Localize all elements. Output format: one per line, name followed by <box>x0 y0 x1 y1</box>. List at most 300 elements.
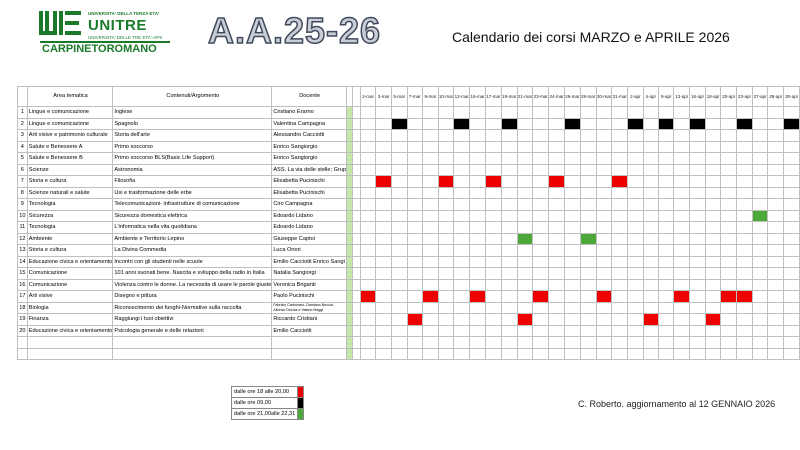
course-number: 12 <box>18 233 28 245</box>
lesson-mark-black <box>501 118 517 130</box>
calendar-cell <box>549 107 565 119</box>
calendar-cell <box>737 210 753 222</box>
course-docente: Cristiano Erarno <box>272 107 347 119</box>
calendar-cell <box>721 302 737 314</box>
legend-row <box>232 409 304 420</box>
calendar-cell <box>628 233 643 245</box>
course-row <box>18 187 800 199</box>
calendar-cell <box>549 130 565 142</box>
calendar-cell <box>674 245 690 257</box>
calendar-cell <box>596 141 612 153</box>
calendar-cell <box>674 279 690 291</box>
course-docente: Fabrizio Carbonaro- Damiano Neccia- Alfonso Decola e Valerio Maggi <box>272 302 347 314</box>
calendar-cell <box>643 130 658 142</box>
calendar-cell <box>721 210 737 222</box>
calendar-cell <box>768 245 784 257</box>
calendar-cell <box>376 256 392 268</box>
blank-cell <box>501 337 517 349</box>
calendar-cell <box>721 187 737 199</box>
calendar-cell <box>752 141 768 153</box>
blank-cell <box>533 348 549 360</box>
course-number: 11 <box>18 222 28 234</box>
calendar-cell <box>705 153 721 165</box>
calendar-cell <box>752 268 768 280</box>
calendar-cell <box>376 187 392 199</box>
calendar-cell <box>391 130 407 142</box>
blank-cell <box>628 337 643 349</box>
calendar-cell <box>517 118 533 130</box>
calendar-cell <box>454 302 470 314</box>
course-number: 10 <box>18 210 28 222</box>
calendar-cell <box>643 141 658 153</box>
calendar-cell <box>580 302 596 314</box>
calendar-cell <box>423 210 439 222</box>
update-note: C. Roberto. aggiornamento al 12 GENNAIO 2026 <box>578 399 776 409</box>
calendar-cell <box>768 268 784 280</box>
calendar-cell <box>690 291 706 303</box>
legend-row <box>232 398 304 409</box>
calendar-cell <box>407 279 423 291</box>
calendar-cell <box>501 153 517 165</box>
calendar-cell <box>690 302 706 314</box>
calendar-cell <box>360 245 376 257</box>
calendar-cell <box>612 118 628 130</box>
calendar-cell <box>517 176 533 188</box>
calendar-cell <box>628 222 643 234</box>
course-number: 7 <box>18 176 28 188</box>
calendar-cell <box>705 176 721 188</box>
calendar-cell <box>643 245 658 257</box>
calendar-cell <box>737 302 753 314</box>
calendar-cell <box>533 245 549 257</box>
lesson-mark-black <box>784 118 800 130</box>
calendar-cell <box>517 268 533 280</box>
calendar-cell <box>737 256 753 268</box>
lesson-mark-green <box>580 233 596 245</box>
course-area: Scienze <box>27 164 113 176</box>
calendar-cell <box>486 222 502 234</box>
calendar-cell <box>690 233 706 245</box>
calendar-cell <box>407 210 423 222</box>
calendar-cell <box>549 199 565 211</box>
blank-cell <box>486 348 502 360</box>
calendar-cell <box>454 187 470 199</box>
calendar-cell <box>360 164 376 176</box>
calendar-cell <box>784 291 800 303</box>
calendar-cell <box>768 130 784 142</box>
calendar-cell <box>784 199 800 211</box>
calendar-cell <box>391 164 407 176</box>
calendar-cell <box>705 233 721 245</box>
calendar-cell <box>643 107 658 119</box>
date-header: 31-mar <box>612 87 628 107</box>
calendar-cell <box>768 325 784 337</box>
calendar-cell <box>454 222 470 234</box>
date-header: 9-mar <box>423 87 439 107</box>
blank-cell <box>674 337 690 349</box>
calendar-cell <box>564 141 580 153</box>
calendar-cell <box>501 314 517 326</box>
calendar-cell <box>486 233 502 245</box>
calendar-cell <box>596 302 612 314</box>
calendar-cell <box>784 222 800 234</box>
calendar-cell <box>737 199 753 211</box>
blank-cell <box>705 348 721 360</box>
date-header: 17-mar <box>486 87 502 107</box>
course-row <box>18 233 800 245</box>
calendar-cell <box>580 291 596 303</box>
spacer-cell <box>352 302 360 314</box>
calendar-cell <box>690 164 706 176</box>
calendar-cell <box>752 245 768 257</box>
calendar-cell <box>564 210 580 222</box>
course-docente: Edoardo Lidano <box>272 210 347 222</box>
calendar-cell <box>721 141 737 153</box>
calendar-cell <box>674 176 690 188</box>
calendar-cell <box>376 279 392 291</box>
calendar-cell <box>580 210 596 222</box>
blank-cell <box>407 337 423 349</box>
calendar-cell <box>784 314 800 326</box>
spacer-cell <box>352 187 360 199</box>
calendar-cell <box>564 199 580 211</box>
course-row <box>18 256 800 268</box>
date-header: 28-apr <box>768 87 784 107</box>
lesson-mark-black <box>690 118 706 130</box>
calendar-cell <box>407 256 423 268</box>
blank-cell <box>272 348 347 360</box>
calendar-cell <box>643 325 658 337</box>
calendar-cell <box>564 256 580 268</box>
calendar-cell <box>407 130 423 142</box>
date-header: 28-mar <box>580 87 596 107</box>
calendar-cell <box>533 233 549 245</box>
calendar-cell <box>438 153 454 165</box>
blank-cell <box>376 337 392 349</box>
calendar-cell <box>784 268 800 280</box>
calendar-cell <box>564 130 580 142</box>
calendar-cell <box>376 153 392 165</box>
calendar-cell <box>486 268 502 280</box>
calendar-cell <box>612 302 628 314</box>
lesson-mark-red <box>423 291 439 303</box>
calendar-cell <box>438 222 454 234</box>
calendar-cell <box>438 141 454 153</box>
calendar-cell <box>533 279 549 291</box>
course-row <box>18 302 800 314</box>
lesson-mark-black <box>628 118 643 130</box>
calendar-cell <box>501 325 517 337</box>
calendar-cell <box>549 256 565 268</box>
calendar-cell <box>517 279 533 291</box>
calendar-cell <box>768 176 784 188</box>
course-number: 16 <box>18 279 28 291</box>
blank-cell <box>721 337 737 349</box>
course-area: Comunicazione <box>27 268 113 280</box>
calendar-cell <box>721 130 737 142</box>
course-row <box>18 245 800 257</box>
blank-row <box>18 348 800 360</box>
calendar-cell <box>360 187 376 199</box>
calendar-cell <box>643 153 658 165</box>
calendar-cell <box>643 164 658 176</box>
calendar-cell <box>360 302 376 314</box>
course-number: 9 <box>18 199 28 211</box>
course-row <box>18 107 800 119</box>
calendar-cell <box>454 256 470 268</box>
calendar-cell <box>549 164 565 176</box>
calendar-cell <box>612 107 628 119</box>
calendar-cell <box>737 222 753 234</box>
course-docente: Giuseppe Captoi <box>272 233 347 245</box>
calendar-cell <box>470 314 486 326</box>
calendar-cell <box>721 164 737 176</box>
calendar-cell <box>596 279 612 291</box>
calendar-cell <box>784 107 800 119</box>
calendar-cell <box>376 245 392 257</box>
blank-cell <box>470 337 486 349</box>
calendar-cell <box>580 107 596 119</box>
calendar-cell <box>721 268 737 280</box>
date-header: 30-mar <box>596 87 612 107</box>
calendar-cell <box>659 291 674 303</box>
course-contenuti: Raggiungi i tuoi obiettivi <box>113 314 272 326</box>
calendar-cell <box>612 187 628 199</box>
calendar-cell <box>391 325 407 337</box>
blank-cell <box>549 348 565 360</box>
unitre-logo <box>38 10 178 58</box>
course-row <box>18 199 800 211</box>
course-row <box>18 268 800 280</box>
calendar-cell <box>423 245 439 257</box>
course-docente: Paolo Pucinischi <box>272 291 347 303</box>
calendar-cell <box>376 107 392 119</box>
calendar-cell <box>454 291 470 303</box>
calendar-cell <box>407 118 423 130</box>
calendar-cell <box>580 279 596 291</box>
calendar-cell <box>423 130 439 142</box>
calendar-cell <box>391 222 407 234</box>
calendar-cell <box>376 141 392 153</box>
time-legend <box>231 386 304 420</box>
calendar-cell <box>784 302 800 314</box>
course-number: 20 <box>18 325 28 337</box>
calendar-cell <box>423 199 439 211</box>
calendar-cell <box>705 268 721 280</box>
calendar-cell <box>376 118 392 130</box>
course-docente: Luca Onori <box>272 245 347 257</box>
calendar-cell <box>580 314 596 326</box>
calendar-cell <box>643 210 658 222</box>
calendar-cell <box>517 199 533 211</box>
calendar-cell <box>549 291 565 303</box>
calendar-cell <box>423 176 439 188</box>
legend-label: dalle ore 21,00alle 22,31 <box>232 409 298 420</box>
calendar-cell <box>470 153 486 165</box>
calendar-cell <box>501 176 517 188</box>
course-area: Arti visive <box>27 291 113 303</box>
blank-cell <box>612 348 628 360</box>
course-area: Educazione civica e orientamento <box>27 325 113 337</box>
blank-cell <box>643 348 658 360</box>
spacer-cell <box>352 107 360 119</box>
calendar-cell <box>580 245 596 257</box>
lesson-mark-red <box>486 176 502 188</box>
calendar-cell <box>486 291 502 303</box>
calendar-cell <box>486 325 502 337</box>
calendar-cell <box>376 233 392 245</box>
blank-cell <box>454 348 470 360</box>
calendar-cell <box>517 130 533 142</box>
calendar-cell <box>438 118 454 130</box>
calendar-cell <box>376 291 392 303</box>
course-row <box>18 153 800 165</box>
blank-cell <box>612 337 628 349</box>
calendar-cell <box>628 164 643 176</box>
calendar-cell <box>596 210 612 222</box>
date-header: 27-apr <box>752 87 768 107</box>
calendar-cell <box>549 279 565 291</box>
spacer-cell <box>352 153 360 165</box>
calendar-cell <box>470 118 486 130</box>
date-header: 13-apr <box>674 87 690 107</box>
spacer-cell <box>352 291 360 303</box>
calendar-cell <box>784 279 800 291</box>
calendar-cell <box>454 176 470 188</box>
lesson-mark-red <box>549 176 565 188</box>
calendar-cell <box>752 199 768 211</box>
legend-swatch-green <box>298 409 304 420</box>
course-docente: Enrico Sangiorgio <box>272 141 347 153</box>
calendar-cell <box>596 187 612 199</box>
calendar-cell <box>360 222 376 234</box>
calendar-cell <box>470 233 486 245</box>
calendar-cell <box>376 325 392 337</box>
calendar-cell <box>391 268 407 280</box>
calendar-cell <box>470 164 486 176</box>
calendar-cell <box>752 153 768 165</box>
calendar-cell <box>501 187 517 199</box>
calendar-cell <box>517 187 533 199</box>
blank-cell <box>113 337 272 349</box>
course-contenuti: Inglese <box>113 107 272 119</box>
blank-row <box>18 337 800 349</box>
calendar-cell <box>564 279 580 291</box>
course-row <box>18 210 800 222</box>
calendar-cell <box>438 245 454 257</box>
calendar-cell <box>752 118 768 130</box>
course-docente: Elisabetta Pucinischi <box>272 187 347 199</box>
calendar-cell <box>580 176 596 188</box>
calendar-cell <box>470 268 486 280</box>
calendar-cell <box>407 107 423 119</box>
date-header: 30-apr <box>784 87 800 107</box>
calendar-cell <box>501 107 517 119</box>
calendar-cell <box>721 107 737 119</box>
calendar-cell <box>690 176 706 188</box>
calendar-cell <box>612 210 628 222</box>
calendar-cell <box>705 118 721 130</box>
blank-cell <box>486 337 502 349</box>
calendar-cell <box>659 107 674 119</box>
course-contenuti: Ambiente e Territorio Lepino <box>113 233 272 245</box>
blank-cell <box>352 337 360 349</box>
calendar-cell <box>596 314 612 326</box>
calendar-cell <box>628 302 643 314</box>
calendar-cell <box>564 291 580 303</box>
lesson-mark-red <box>376 176 392 188</box>
calendar-cell <box>596 256 612 268</box>
calendar-cell <box>596 233 612 245</box>
spacer-cell <box>352 325 360 337</box>
calendar-cell <box>501 245 517 257</box>
calendar-cell <box>533 187 549 199</box>
calendar-cell <box>501 141 517 153</box>
calendar-cell <box>705 302 721 314</box>
calendar-cell <box>643 291 658 303</box>
calendar-cell <box>517 107 533 119</box>
calendar-cell <box>580 118 596 130</box>
blank-cell <box>391 348 407 360</box>
calendar-cell <box>360 153 376 165</box>
calendar-cell <box>643 187 658 199</box>
calendar-cell <box>423 256 439 268</box>
calendar-cell <box>549 314 565 326</box>
course-area: Tecnologia <box>27 222 113 234</box>
calendar-cell <box>360 314 376 326</box>
calendar-cell <box>407 187 423 199</box>
calendar-cell <box>690 222 706 234</box>
calendar-cell <box>376 164 392 176</box>
calendar-cell <box>391 153 407 165</box>
calendar-cell <box>533 141 549 153</box>
course-row <box>18 314 800 326</box>
column-header-docente: Docente <box>272 87 347 107</box>
calendar-cell <box>674 210 690 222</box>
calendar-cell <box>486 153 502 165</box>
course-area: Tecnologia <box>27 199 113 211</box>
calendar-cell <box>549 187 565 199</box>
calendar-cell <box>454 314 470 326</box>
calendar-cell <box>784 187 800 199</box>
course-contenuti: Sicurezza domestica elettrica <box>113 210 272 222</box>
course-number: 2 <box>18 118 28 130</box>
blank-cell <box>690 348 706 360</box>
calendar-cell <box>596 153 612 165</box>
calendar-cell <box>533 325 549 337</box>
calendar-cell <box>501 130 517 142</box>
calendar-cell <box>643 256 658 268</box>
calendar-cell <box>705 325 721 337</box>
course-area: Ambiente <box>27 233 113 245</box>
calendar-cell <box>768 199 784 211</box>
date-header: 7-mar <box>407 87 423 107</box>
calendar-cell <box>643 199 658 211</box>
course-docente: Edoardo Lidano <box>272 222 347 234</box>
calendar-cell <box>737 187 753 199</box>
calendar-cell <box>533 256 549 268</box>
calendar-cell <box>517 291 533 303</box>
course-area: Sicurezza <box>27 210 113 222</box>
blank-cell <box>391 337 407 349</box>
calendar-cell <box>628 314 643 326</box>
blank-cell <box>737 337 753 349</box>
calendar-cell <box>659 222 674 234</box>
calendar-cell <box>752 187 768 199</box>
calendar-cell <box>391 245 407 257</box>
calendar-cell <box>768 233 784 245</box>
calendar-cell <box>517 164 533 176</box>
